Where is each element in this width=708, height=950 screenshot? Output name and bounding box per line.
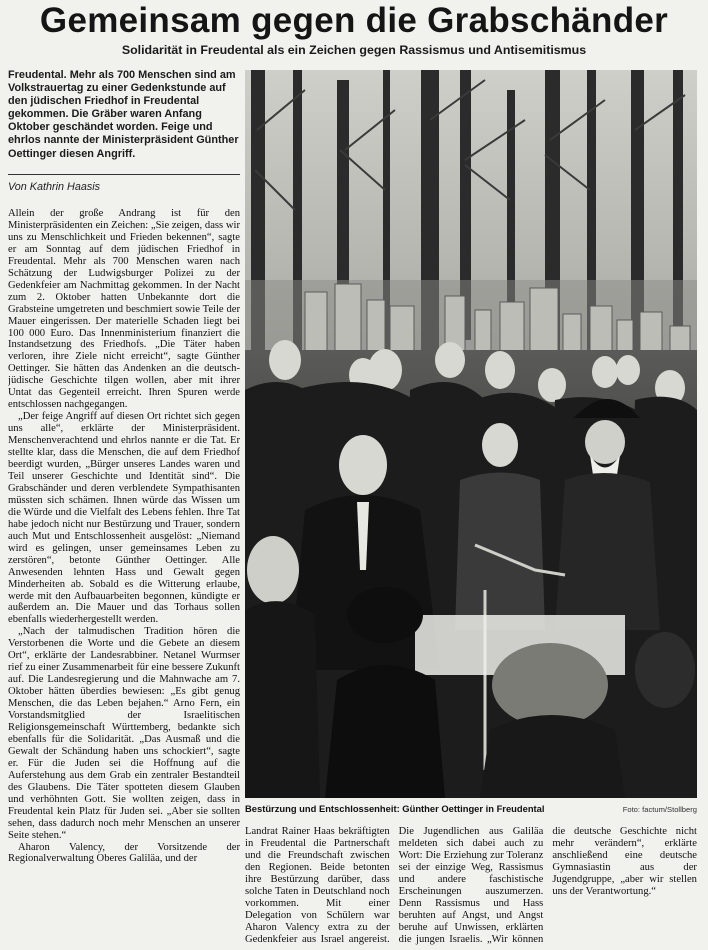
- article-bottom-columns: [245, 826, 697, 950]
- lead-paragraph: [8, 69, 240, 161]
- photo-caption-bar: [245, 803, 697, 817]
- article-column-1: [8, 208, 240, 950]
- body-paragraph: Allein der große Andrang ist für den Ministerpräsidenten ein Zeichen: „Sie zeigen, dass wir uns zu Menschlichkeit und Frieden bekennen“, sagte er am Sonntag auf dem jüdischen Friedhof in Freudental. Mehr als 700 Menschen waren nach Schätzung der Ludwigsburger Polizei zu der Gedenkfeier am Nachmittag gekommen. In der Nacht zum 2. Oktober hatten Unbekannte dort die Grabsteine umgetreten und beschmiert sowie Teile der Mauer eingerissen. Der materielle Schaden liegt bei 100 000 Euro. Das Innenministerium finanziert die Instandsetzung des Friedhofs. „Die Täter haben verloren, ihre Ziele nicht erreicht“, sagte Günther Oettinger. Sie hätten das Andenken an die deutsch-jüdische Geschichte tilgen wollen, aber mit ihrer Untat das Gegenteil erreicht. Ihren Spuren werde entschlossen nachgegangen.: [8, 208, 240, 411]
- headline: Gemeinsam gegen die Grabschänder: [39, 1, 669, 40]
- body-paragraph: Aharon Valency, der Vorsitzende der Regionalverwaltung Oberes Galiläa, und der: [8, 841, 240, 865]
- lead-rule: [8, 174, 240, 175]
- memorial-crowd-photo: [245, 70, 697, 798]
- body-paragraph: Landrat Rainer Haas bekräftigten in Freudental die Partnerschaft und die Freundschaft zwischen den Regionen. Beide betonten ihre Bestürzung darüber, dass solche Taten in Deutschland noch vorkommen. Mit einer Delegation von Schülern war Aharon Valency extra zu der Gedenkfeier aus Israel angereist. Die Jugendlichen aus Galiläa meldeten sich dabei auch zu Wort: Die Erziehung zur Toleranz sei der einzige Weg, Rassismus und andere faschistische Erscheinungen auszumerzen. Denn Rassismus und Hass beruhten auf Angst, und Angst beruhe auf Unwissen, erklärten die jungen Israelis. „Wir können die deutsche Geschichte nicht mehr verändern“, erklärte anschließend eine deutsche Gymnasiastin aus der Jugendgruppe, „aber wir stellen uns der Verantwortung.“: [245, 826, 697, 945]
- body-paragraph: „Der feige Angriff auf diesen Ort richtet sich gegen uns alle“, erklärte der Ministerpräsident. Menschenverachtend und ehrlos nannte er die Tat. Er stellte klar, dass die Menschen, die auf dem Friedhof beerdigt wurden, „Bürger unseres Landes waren und Teil unserer Geschichte und Identität sind“. Die Grabschänder und deren verblendete Sympathisanten müssten sich schämen. Ihnen würde das Wissen um die Würde und die Vielfalt des Lebens fehlen. Ihre Tat habe jedoch nicht nur Bestürzung und Trauer, sondern auch Mut und Entschlossenheit ausgelöst: „Niemand wird es gelingen, unser gemeinsames Leben zu zerstören“, betonte Günther Oettinger. Alle Anwesenden lehnten Hass und Gewalt gegen Minderheiten ab. Sobald es die Witterung erlaube, werde mit den Aufbauarbeiten begonnen, kündigte er außerdem an. Die Mauer und das Torhaus sollen ebenfalls wiederhergestellt werden.: [8, 411, 240, 626]
- photo-illustration: [245, 70, 697, 798]
- photo-credit: Foto: factum/Stollberg: [622, 805, 697, 814]
- dateline: Freudental.: [8, 69, 67, 81]
- lead-text: Mehr als 700 Menschen sind am Volkstrauertag zu einer Gedenkstunde auf den jüdischen Friedhof in Freudental gekommen. Die Gräber waren Anfang Oktober geschändet worden. Feige und ehrlos nannte der Ministerpräsident Günther Oettinger diesen Angriff.: [8, 69, 239, 160]
- body-paragraph: „Nach der talmudischen Tradition hören die Verstorbenen die Worte und die Gebete an diesem Ort“, erklärte der Landesrabbiner. Netanel Wurmser rief zu einer Zusammenarbeit für eine bessere Zukunft auf. Die Landesregierung und die Mahnwache am 7. Oktober hätten überdies bewiesen: „Es gibt genug Menschen, die das Leben bejahen.“ Arno Fern, ein Vorstandsmitglied der Israelitischen Religionsgemeinschaft Württemberg, bedankte sich ebenfalls für die Solidarität. „Das Ausmaß und die Gewalt der Schändung haben uns schockiert“, sagte er. Für die Juden sei die Hoffnung auf die Auferstehung aus dem Grab ein zentraler Bestandteil des Glaubens. Die Täter spotteten diesem Glauben und verhöhnten Gott. Sie wollten zeigen, dass in Freudental kein Platz für Juden sei. „Aber sie sollten sehen, dass dadurch noch mehr Menschen an unserer Seite stehen.“: [8, 626, 240, 841]
- subheadline: Solidarität in Freudental als ein Zeichen gegen Rassismus und Antisemitismus: [121, 43, 587, 57]
- author-byline: Von Kathrin Haasis: [8, 181, 101, 193]
- photo-caption: Bestürzung und Entschlossenheit: Günther Oettinger in Freudental: [245, 803, 545, 814]
